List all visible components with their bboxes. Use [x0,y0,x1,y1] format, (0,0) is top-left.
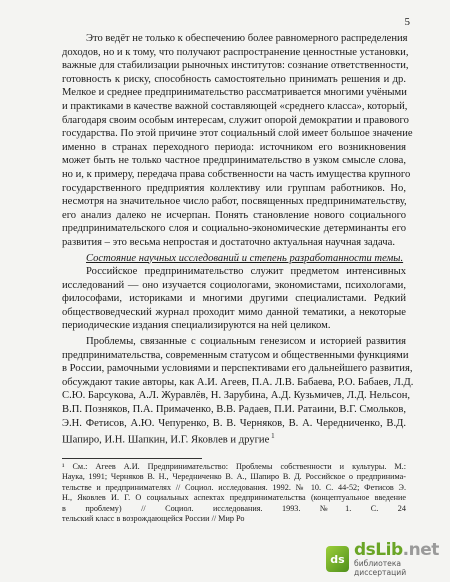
text-line: предпринимательства, современным статусом и общественными функциями [62,349,409,361]
text-line: В.П. Позняков, П.А. Примаченко, В.В. Радаев, П.И. Ратаини, В.Г. Смольков, [62,404,406,416]
text-line: несмотря на значительное число работ, посвященных предпринимательству, [62,196,407,208]
brand-name: dsLib [354,540,403,560]
text-line: С.Ю. Барсукова, А.Л. Журавлёв, Н. Зарубина, А.Д. Кузьмичев, Л.Д. Нельсон, [62,390,411,402]
text-line: тельстве и предпринимателях // Социол. исследования. 1992. № 10. С. 44-52; Фетисов Э. [62,482,406,492]
text-line: Наука, 1991; Черняков В. Н., Чередниченко В. А., Шапиро В. Д. Российское о предпринима- [62,472,406,482]
text-line: периодические издания специализируются на ней целиком. [62,320,331,332]
footnote [62,462,406,524]
text-line: именно в странах переходного периода: источником его возникновения [62,141,406,153]
text-line: обсуждают такие авторы, как А.И. Агеев, П.А. Л.В. Бабаева, Р.О. Бабаев, Л.Д. [62,376,414,388]
text-line: может быть не только частное предпринимательство в узком смысле слова, [62,155,406,167]
text-line: Мелкое и среднее предпринимательство рассматривается многими учёными [62,87,407,99]
text-line: развития – это весьма непростая и достаточно актуальная научная задача. [62,236,395,248]
text-line: Проблемы, связанные с социальным генезисом и историей развития [86,336,406,348]
text-line: Шапиро, И.Н. Шапкин, И.Г. Яковлев и другие $^1$ [62,432,275,446]
text-line: и практиками в качестве важной составляющей «среднего класса», который, [62,100,408,112]
text-line: Н., Яковлев И. Г. О социальных аспектах предпринимательства (концептуальное введение [62,493,406,503]
section-title-line [62,252,406,266]
paragraph-3 [62,335,414,447]
text-line: ¹ См.: Агеев А.И. Предпринимательство: Проблемы собственности и культуры. М.: [62,462,406,471]
brand-suffix: .net [402,540,439,560]
text-line: предпринимательского слоя и социально-экономические детерминанты его [62,223,406,235]
watermark-subtitle: библиотека диссертаций [354,559,407,577]
section-title: Состояние научных исследований и степень разработанности темы. [86,252,404,264]
text-line: его анализ далеко не исчерпан. Понять становление нового социального [62,209,406,221]
paragraph-1 [62,32,413,250]
text-line: Это ведёт не только к обеспечению более равномерного распределения [86,33,408,44]
footnote-divider [62,458,202,459]
dslib-watermark[interactable] [326,540,444,578]
text-line: Российское предпринимательство служит предметом интенсивных [86,266,406,278]
text-line: готовность к риску, способность самостоятельно принимать решения и др. [62,73,406,85]
text-line: благодаря своим особым интересам, служит опорой демократии и правового [62,114,409,126]
text-line: государства. По этой причине этот социальный слой имеет большое значение [62,128,413,140]
text-line: исследований — оно изучается социологами, экономистами, психологами, [62,279,406,291]
main-text [62,32,414,447]
paragraph-2 [62,265,406,333]
text-line: в России, рамочными условиями и перспективами его дальнейшего развития, [62,363,413,375]
page-number: 5 [404,16,410,28]
text-line: в проблему) // Социол. исследования. 1993. №1. С. 24 [62,503,406,513]
dslib-logo-icon: ds [326,546,349,572]
text-line: тельский класс в возрождающейся России // Мир Ро [62,514,245,524]
text-line: доходов, но и к тому, что получают распространение ценностные установки, [62,46,409,58]
text-line: Э.Н. Фетисов, А.Ю. Чепуренко, В. В. Черняков, В. А. Чередниченко, В.Д. [62,417,406,429]
footnote-reference[interactable]: 1 [269,432,275,441]
watermark-text [354,541,444,577]
text-line: важные для стабилизации рыночных институтов: сознание ответственности, [62,60,409,72]
text-line: философами, историками и многими другими специалистами. Редкий [62,293,406,305]
watermark-brand [354,541,444,559]
text-line: но и, к примеру, передача права собственности на часть имущества крупного [62,168,411,180]
text-line: государственного предприятия коллективу или группам работников. Но, [62,182,406,194]
text-line: обществоведческий журнал проходит мимо данной тематики, а некоторые [62,306,406,318]
